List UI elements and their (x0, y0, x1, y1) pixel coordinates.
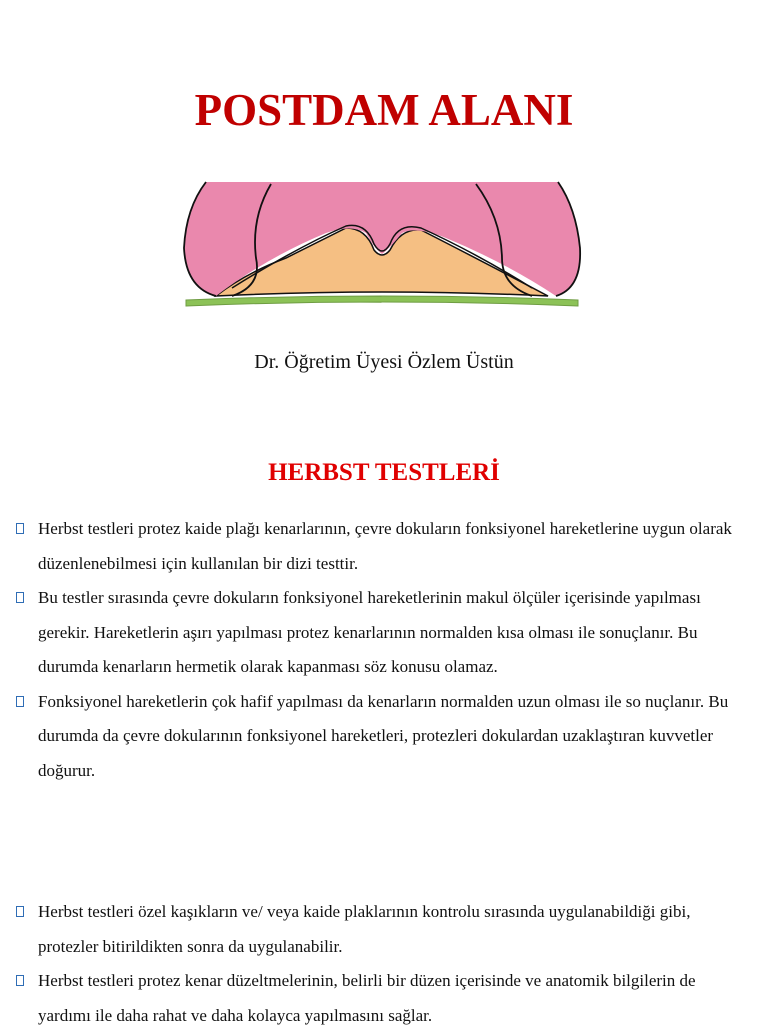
list-item-text: Herbst testleri özel kaşıkların ve/ veya kaide plaklarının kontrolu sırasında uygulanabildiği gibi, protezler bitirildikten sonra da uygulanabilir. (38, 902, 691, 956)
list-item-text: Herbst testleri protez kenar düzeltmelerinin, belirli bir düzen içerisinde ve anatomik bilgilerin de yardımı ile daha rahat ve daha kolayca yapılmasını sağlar. (38, 971, 696, 1025)
postdam-area-illustration (176, 178, 588, 314)
list-item-text: Fonksiyonel hareketlerin çok hafif yapılması da kenarların normalden uzun olması ile so nuçlanır. Bu durumda da çevre dokularının fonksiyonel hareketleri, protezleri dokulardan uzaklaştıran kuvvetler doğurur. (38, 691, 729, 780)
section-title: HERBST TESTLERİ (268, 459, 500, 486)
list-item (14, 895, 734, 964)
square-bullet-icon (16, 592, 24, 603)
bullet-list-bottom (14, 895, 734, 1033)
square-bullet-icon (16, 523, 24, 534)
square-bullet-icon (16, 696, 24, 707)
base-line (186, 296, 578, 306)
list-item-text: Bu testler sırasında çevre dokuların fonksiyonel hareketlerinin makul ölçüler içerisinde yapılması gerekir. Hareketlerin aşırı yapılması protez kenarlarının normalden kısa olması ile sonuçlanır. Bu durumda kenarların hermetik olarak kapanması söz konusu olamaz. (38, 588, 701, 676)
list-item (14, 964, 734, 1033)
list-item (14, 512, 734, 581)
square-bullet-icon (16, 906, 24, 917)
bullet-list-top (14, 512, 734, 788)
square-bullet-icon (16, 975, 24, 986)
author-name: Dr. Öğretim Üyesi Özlem Üstün (254, 351, 514, 373)
list-item-text: Herbst testleri protez kaide plağı kenarlarının, çevre dokuların fonksiyonel hareketlerine uygun olarak düzenlenebilmesi için kullanılan bir dizi testtir. (38, 519, 732, 573)
list-item (14, 581, 734, 685)
list-item (14, 685, 734, 789)
page-title: POSTDAM ALANI (194, 85, 574, 135)
